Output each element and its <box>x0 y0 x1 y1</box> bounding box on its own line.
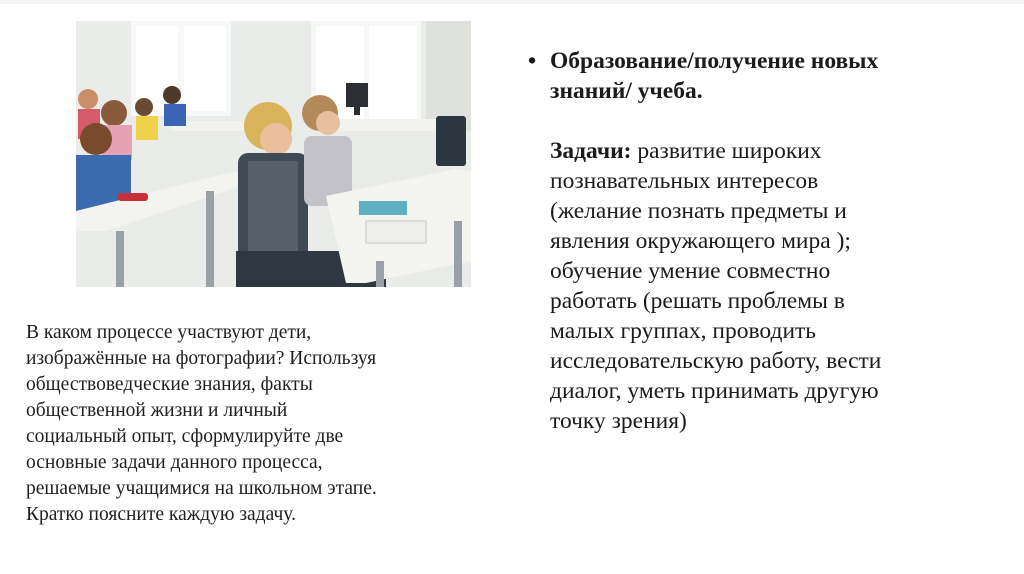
tasks-line: работать (решать проблемы в <box>550 288 845 314</box>
tasks-line: исследовательскую работу, вести <box>550 348 882 374</box>
tasks-first-text: развитие широких <box>631 138 822 164</box>
classroom-photo-illustration <box>76 21 471 287</box>
answer-heading-line: знаний/ учеба. <box>550 78 703 104</box>
tasks-line: обучение умение совместно <box>550 258 831 284</box>
tasks-block <box>528 136 1008 436</box>
question-line: изображённые на фотографии? Используя <box>26 348 377 369</box>
question-line: общественной жизни и личный <box>26 400 288 421</box>
bullet-marker: • <box>528 48 537 74</box>
answer-heading-line: Образование/получение новых <box>550 48 879 74</box>
answer-bullet-item <box>528 46 1008 106</box>
answer-block <box>528 46 1008 436</box>
classroom-photo <box>76 21 471 287</box>
question-line: Кратко поясните каждую задачу. <box>26 504 296 525</box>
question-line: основные задачи данного процесса, <box>26 452 323 473</box>
question-line: обществоведческие знания, факты <box>26 374 313 395</box>
tasks-line: малых группах, проводить <box>550 318 817 344</box>
slide-top-border <box>0 0 1024 4</box>
tasks-line: познавательных интересов <box>550 168 819 194</box>
tasks-label: Задачи: <box>550 138 632 164</box>
tasks-first-line <box>550 136 1008 166</box>
tasks-line: (желание познать предметы и <box>550 198 847 224</box>
question-line: решаемые учащимися на школьном этапе. <box>26 478 377 499</box>
tasks-line: явления окружающего мира ); <box>550 228 851 254</box>
question-line: В каком процессе участвуют дети, <box>26 322 312 343</box>
tasks-line: диалог, уметь принимать другую <box>550 378 879 404</box>
question-text <box>26 320 496 528</box>
question-line: социальный опыт, сформулируйте две <box>26 426 344 447</box>
tasks-line: точку зрения) <box>550 408 687 434</box>
